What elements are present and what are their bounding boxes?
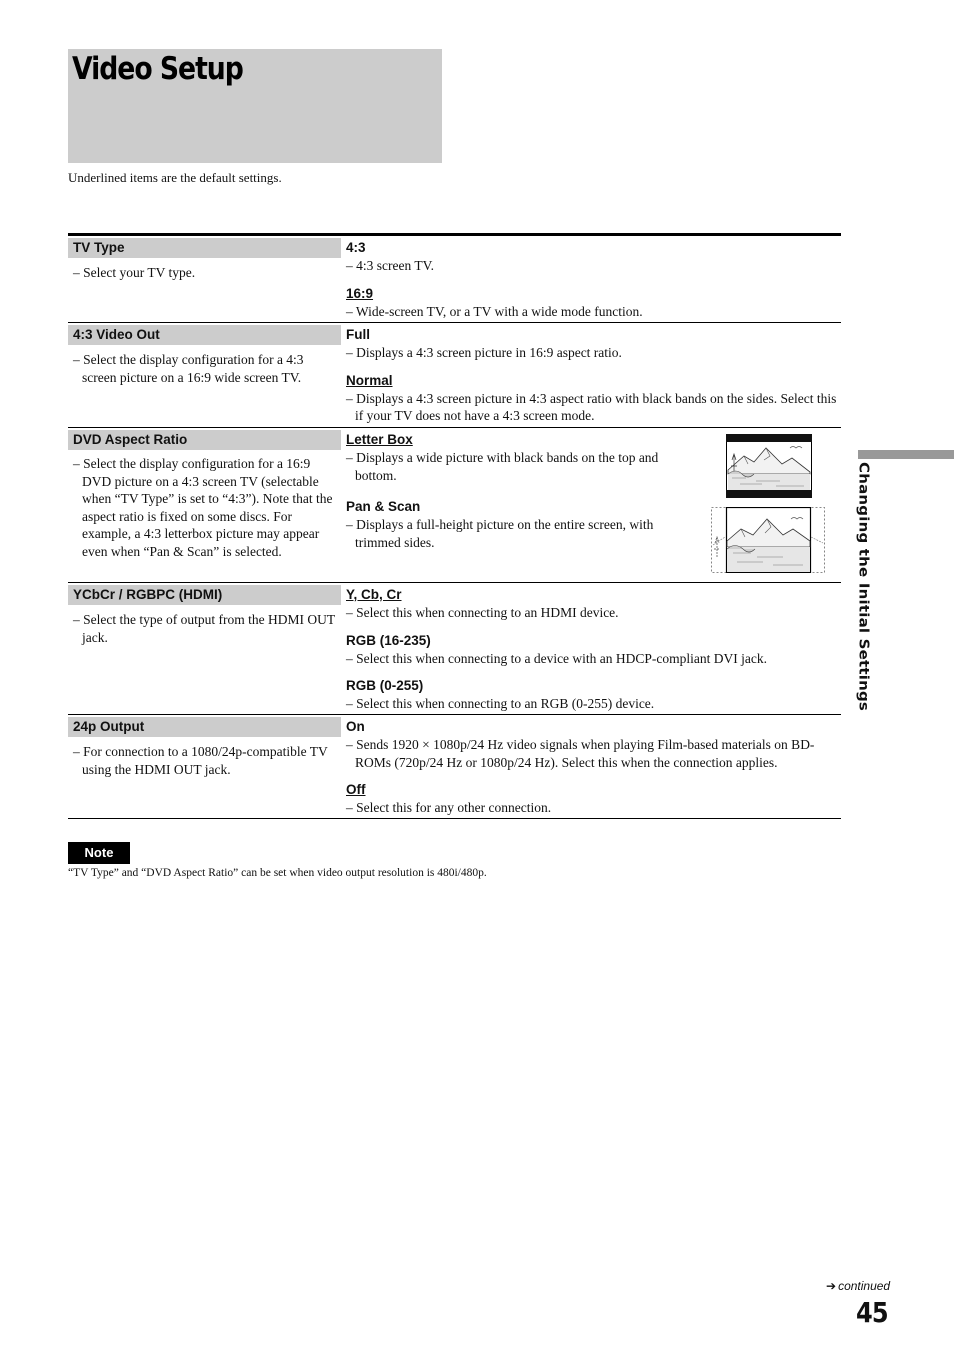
setting-cell (68, 428, 341, 582)
option-description: – Displays a full-height picture on the entire screen, with trimmed sides. (346, 517, 654, 550)
option-description: – Select this when connecting to a device with an HDCP-compliant DVI jack. (346, 650, 768, 666)
options-cell (341, 236, 841, 322)
option-description: – Displays a 4:3 screen picture in 16:9 aspect ratio. (346, 345, 622, 360)
setting-row-24p-output (68, 715, 841, 819)
setting-description: – Select the display configuration for a 4:3 screen picture on a 16:9 wide screen TV. (73, 352, 304, 385)
option-name-default: Y, Cb, Cr (346, 587, 402, 602)
option-block (346, 326, 841, 362)
note-label: Note (68, 842, 130, 864)
setting-description: – Select the type of output from the HDMI OUT jack. (73, 612, 335, 645)
settings-table (68, 233, 841, 819)
option-name: On (346, 719, 365, 734)
setting-description: – For connection to a 1080/24p-compatible TV using the HDMI OUT jack. (73, 744, 328, 777)
setting-name: 24p Output (68, 717, 341, 737)
intro-text: Underlined items are the default settings. (68, 170, 282, 185)
setting-row-tv-type (68, 236, 841, 323)
option-description: – Displays a 4:3 screen picture in 4:3 aspect ratio with black bands on the sides. Select this if your TV does not have a 4:3 screen mode. (346, 390, 837, 424)
options-cell (341, 715, 841, 818)
setting-description: – Select your TV type. (73, 265, 196, 280)
option-block (346, 285, 841, 321)
option-description: – Select this for any other connection. (346, 800, 552, 816)
option-block (346, 677, 841, 713)
side-tab-bar (858, 450, 954, 459)
setting-row-ycbcr-rgbpc (68, 583, 841, 715)
option-name-default: Off (346, 782, 366, 798)
letterbox-mountain-illustration (726, 434, 812, 498)
option-description: – Select this when connecting to an RGB (0-255) device. (346, 696, 655, 712)
setting-cell (68, 323, 341, 427)
setting-row-43-video-out (68, 323, 841, 428)
option-name-default: Letter Box (346, 432, 413, 447)
setting-name: 4:3 Video Out (68, 325, 341, 345)
option-description: – Displays a wide picture with black bands on the top and bottom. (346, 450, 659, 483)
title-box (68, 49, 442, 163)
setting-description: – Select the display configuration for a 16:9 DVD picture on a 4:3 screen TV (selectable when “TV Type” is set to “4:3”). Note that the aspect ratio is fixed on some discs. For example, a 4:3 letterbox picture may appear even when “Pan & Scan” is selected. (73, 456, 333, 559)
options-cell (341, 323, 841, 427)
option-name: Full (346, 327, 370, 342)
option-description: – Select this when connecting to an HDMI device. (346, 605, 619, 620)
right-arrow-icon: ➔ (826, 1279, 837, 1293)
panscan-mountain-illustration (711, 507, 825, 573)
setting-name: TV Type (68, 238, 341, 258)
option-name: RGB (16-235) (346, 632, 431, 648)
option-description: – Sends 1920 × 1080p/24 Hz video signals when playing Film-based materials on BD-ROMs (720p/24 Hz or 1080p/24 Hz). Select this when the connection applies. (346, 737, 815, 770)
option-name-default: Normal (346, 372, 393, 388)
option-name: RGB (0-255) (346, 678, 424, 694)
note-text: “TV Type” and “DVD Aspect Ratio” can be set when video output resolution is 480i/480p. (68, 867, 487, 879)
page-title: Video Setup (72, 51, 243, 87)
page-number: 45 (856, 1296, 888, 1329)
setting-row-dvd-aspect-ratio (68, 428, 841, 583)
setting-name: YCbCr / RGBPC (HDMI) (68, 585, 341, 605)
setting-cell (68, 583, 341, 714)
option-block (346, 239, 841, 275)
option-block (346, 718, 841, 771)
option-name: Pan & Scan (346, 499, 421, 515)
option-description: – 4:3 screen TV. (346, 258, 434, 273)
option-name-default: 16:9 (346, 285, 374, 301)
option-description: – Wide-screen TV, or a TV with a wide mode function. (346, 303, 643, 319)
setting-cell (68, 715, 341, 818)
options-cell (341, 428, 841, 582)
option-block (346, 781, 841, 817)
options-cell (341, 583, 841, 714)
continued-label: continued (838, 1279, 891, 1293)
side-tab-label: Changing the Initial Settings (856, 462, 872, 712)
continued-indicator (826, 1279, 890, 1294)
setting-cell (68, 236, 341, 322)
option-block (346, 632, 841, 668)
option-name: 4:3 (346, 240, 366, 255)
option-block (346, 586, 841, 622)
setting-name: DVD Aspect Ratio (68, 430, 341, 450)
option-block (346, 372, 841, 425)
